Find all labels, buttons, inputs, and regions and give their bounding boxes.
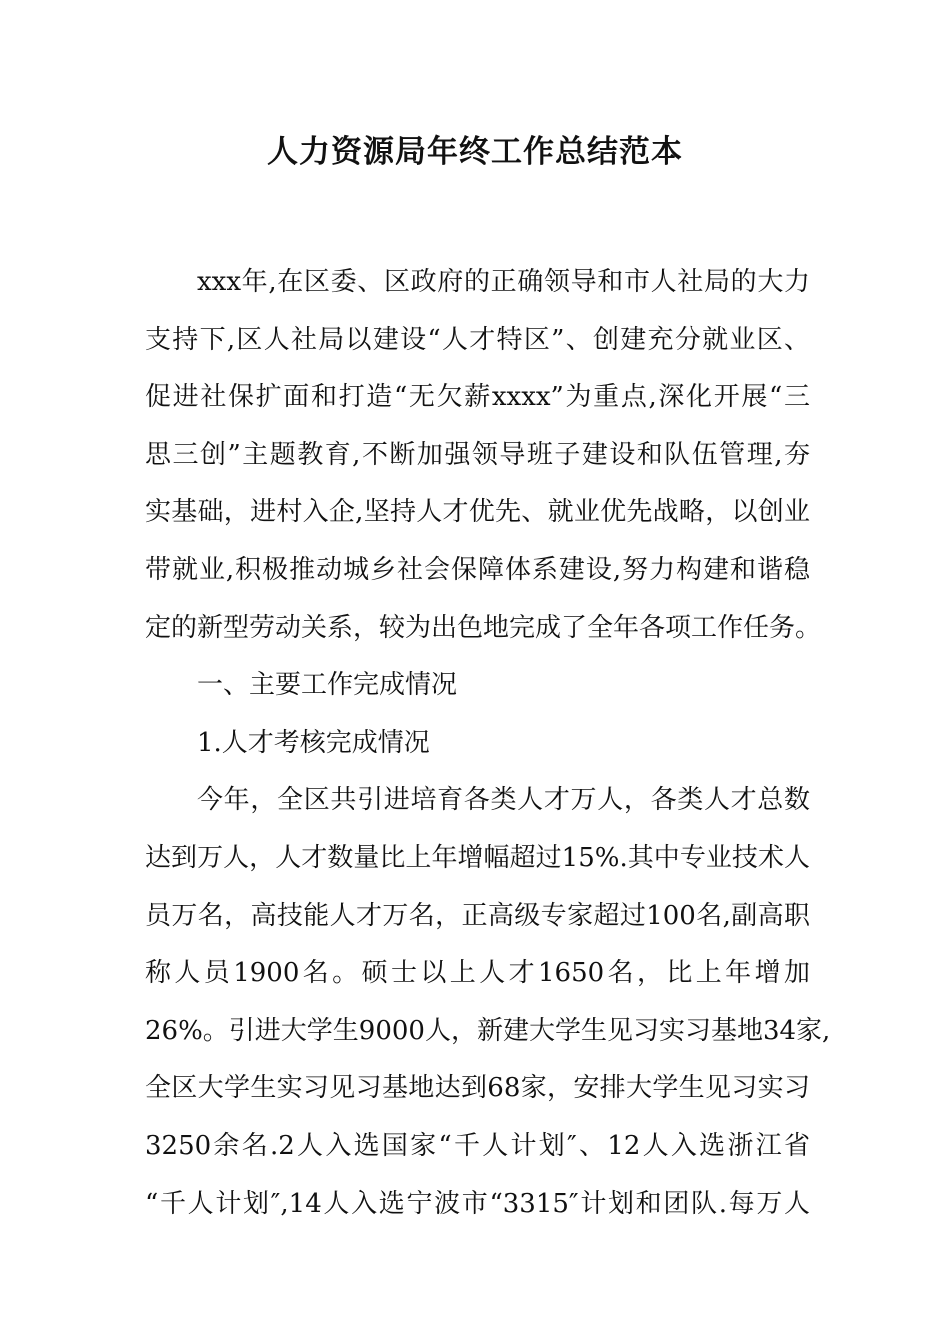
paragraph-intro-line-3: 促进社保扩面和打造“无欠薪xxxx”为重点,深化开展“三 xyxy=(145,382,810,413)
paragraph-intro-line-5: 实基础，进村入企,坚持人才优先、就业优先战略，以创业 xyxy=(145,497,810,528)
paragraph-intro-line-4: 思三创”主题教育,不断加强领导班子建设和队伍管理,夯 xyxy=(145,439,810,470)
paragraph-intro-line-6: 带就业,积极推动城乡社会保障体系建设,努力构建和谐稳 xyxy=(145,554,810,585)
paragraph-talent-line-2: 达到万人，人才数量比上年增幅超过15%.其中专业技术人 xyxy=(145,842,810,873)
paragraph-talent-line-5: 26%。引进大学生9000人，新建大学生见习实习基地34家, xyxy=(145,1015,831,1046)
paragraph-intro-line-1: xxx年,在区委、区政府的正确领导和市人社局的大力 xyxy=(197,267,810,297)
paragraph-intro-line-7: 定的新型劳动关系，较为出色地完成了全年各项工作任务。 xyxy=(145,612,822,643)
section-heading: 一、主要工作完成情况 xyxy=(197,670,458,701)
document-body xyxy=(145,254,831,1233)
document-title: 人力资源局年终工作总结范本 xyxy=(267,134,683,170)
paragraph-intro-line-2: 支持下,区人社局以建设“人才特区”、创建充分就业区、 xyxy=(145,324,810,355)
paragraph-talent-line-6: 全区大学生实习见习基地达到68家，安排大学生见习实习 xyxy=(145,1073,810,1104)
paragraph-talent-line-4: 称人员1900名。硕士以上人才1650名，比上年增加 xyxy=(145,958,810,989)
subsection-heading: 1.人才考核完成情况 xyxy=(197,727,430,758)
paragraph-talent-line-8: “千人计划″,14人入选宁波市“3315″计划和团队.每万人 xyxy=(145,1188,810,1219)
paragraph-talent-line-7: 3250余名.2人入选国家“千人计划″、12人入选浙江省 xyxy=(145,1130,810,1161)
paragraph-talent-line-1: 今年，全区共引进培育各类人才万人，各类人才总数 xyxy=(197,785,810,816)
paragraph-talent-line-3: 员万名，高技能人才万名，正高级专家超过100名,副高职 xyxy=(145,900,810,931)
